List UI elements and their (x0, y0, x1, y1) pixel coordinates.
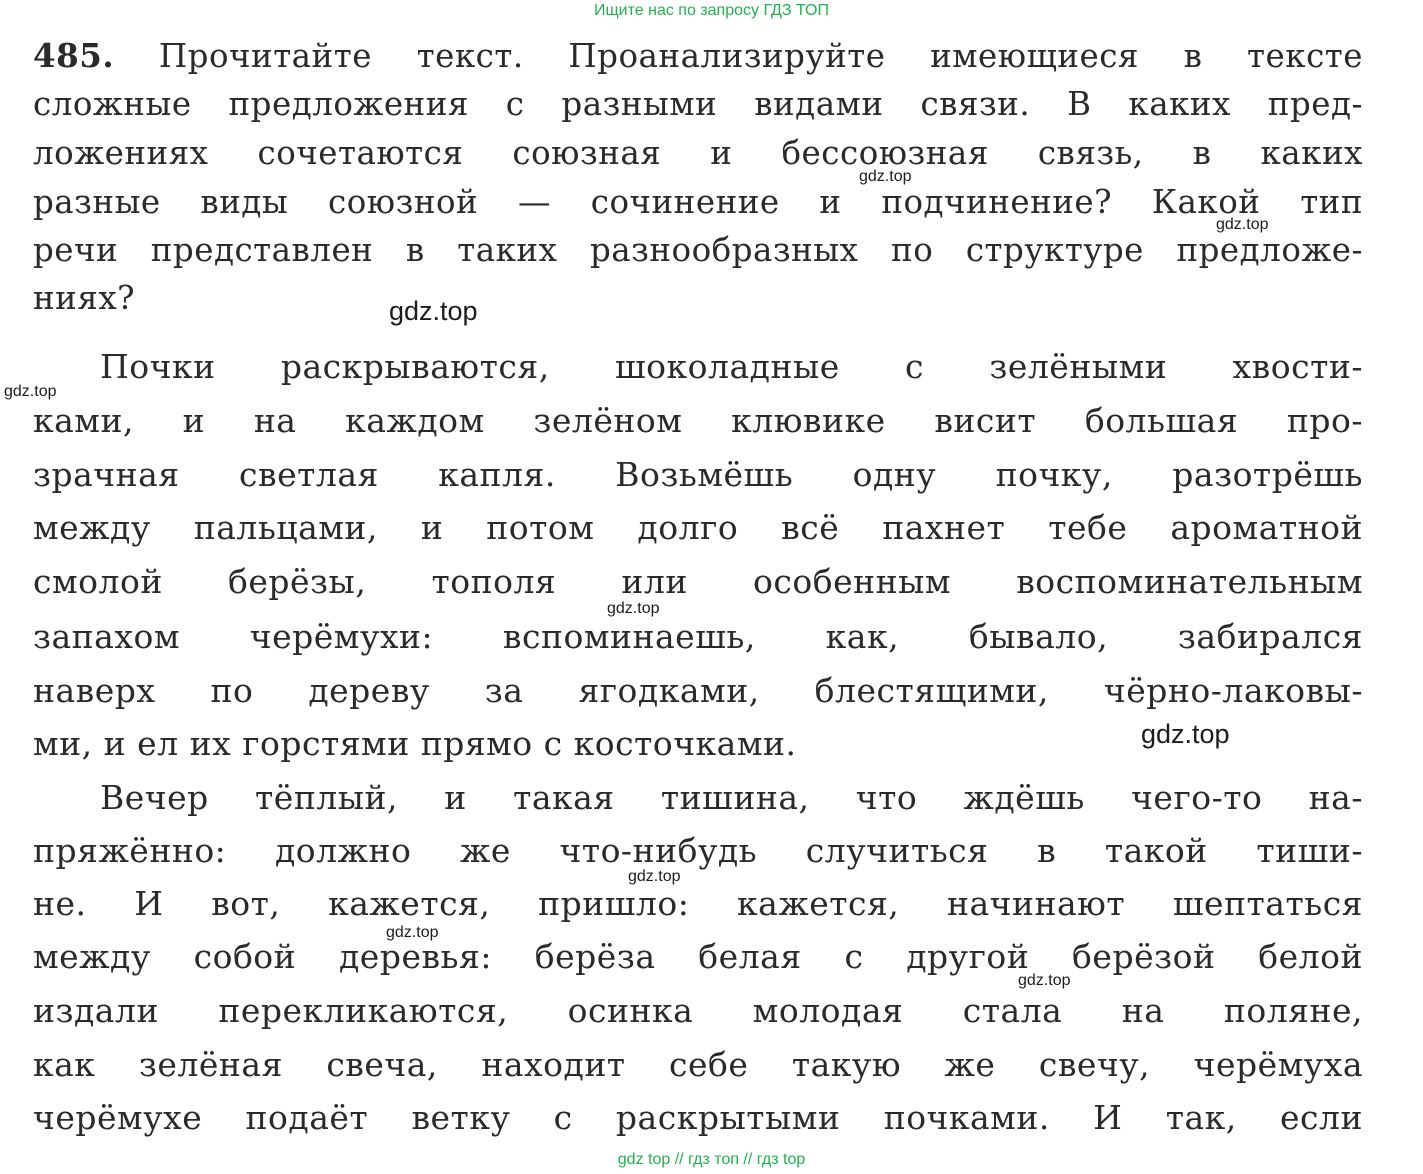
paragraph2-line-5: издали перекликаются, осинка молодая стала на поляне, (33, 991, 1363, 1030)
task-line-5: речи представлен в таких разнообразных по структуре предложе- (33, 231, 1363, 269)
task-line-4: разные виды союзной — сочинение и подчинение? Какой тип (33, 183, 1363, 221)
watermark: gdz.top (1216, 216, 1269, 233)
footer-banner: gdz top // гдз топ // гдз top (617, 1151, 806, 1168)
paragraph1-line-4: между пальцами, и потом долго всё пахнет тебе ароматной (33, 508, 1363, 547)
task-line-6: ниях? (33, 279, 136, 317)
watermark: gdz.top (607, 600, 660, 617)
task-line-3: ложениях сочетаются союзная и бессоюзная связь, в каких (33, 134, 1363, 172)
task-line-1 (33, 36, 1363, 76)
header-banner: Ищите нас по запросу ГДЗ ТОП (594, 2, 829, 19)
watermark: gdz.top (1018, 972, 1071, 989)
paragraph2-line-2: пряжённо: должно же что-нибудь случиться в такой тиши- (33, 831, 1363, 870)
task-number: 485. (33, 36, 115, 75)
paragraph2-line-3: не. И вот, кажется, пришло: кажется, начинают шептаться (33, 884, 1363, 923)
watermark: gdz.top (1141, 719, 1230, 749)
paragraph1-line-6: запахом черёмухи: вспоминаешь, как, бывало, забирался (33, 617, 1363, 656)
paragraph1-line-3: зрачная светлая капля. Возьмёшь одну почку, разотрёшь (33, 455, 1363, 494)
paragraph2-line-4: между собой деревья: берёза белая с другой берёзой белой (33, 937, 1363, 976)
paragraph2-line-6: как зелёная свеча, находит себе такую же свечу, черёмуха (33, 1045, 1363, 1084)
paragraph1-line-1: Почки раскрываются, шоколадные с зелёными хвости- (100, 347, 1363, 386)
watermark: gdz.top (859, 168, 912, 185)
watermark: gdz.top (389, 296, 478, 326)
watermark: gdz.top (4, 383, 57, 400)
task-line-1-text: Прочитайте текст. Проанализируйте имеющиеся в тексте (158, 37, 1363, 75)
paragraph1-line-8: ми, и ел их горстями прямо с косточками. (33, 724, 797, 763)
task-line-2: сложные предложения с разными видами связи. В каких пред- (33, 85, 1363, 123)
paragraph2-line-7: черёмухе подаёт ветку с раскрытыми почками. И так, если (33, 1098, 1363, 1137)
paragraph1-line-2: ками, и на каждом зелёном клювике висит большая про- (33, 401, 1363, 440)
paragraph1-line-5: смолой берёзы, тополя или особенным воспоминательным (33, 562, 1363, 601)
watermark: gdz.top (386, 924, 439, 941)
watermark: gdz.top (628, 868, 681, 885)
paragraph2-line-1: Вечер тёплый, и такая тишина, что ждёшь чего-то на- (100, 778, 1363, 817)
paragraph1-line-7: наверх по дереву за ягодками, блестящими, чёрно-лаковы- (33, 671, 1363, 710)
